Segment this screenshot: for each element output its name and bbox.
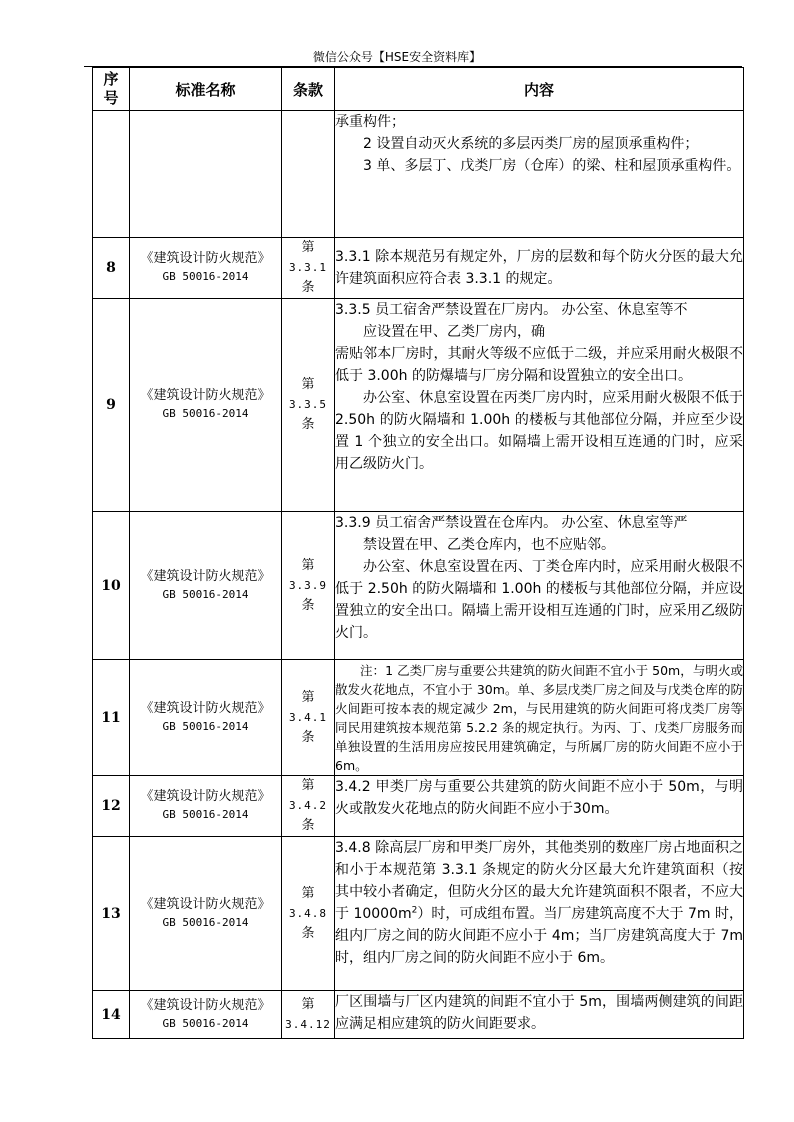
standard-code: GB 50016-2014 — [162, 915, 249, 929]
content-text: ）时，可成组布置。当厂房建筑高度不大于 7m 时，组内厂房之间的防火间距不应小于 4m；当厂房建筑高度大于 7m 时，组内厂房之间的防火间距不应小于 6m。 — [335, 906, 743, 966]
clause-prefix: 第 — [301, 778, 315, 793]
clause-number: 3.4.8 — [288, 906, 328, 920]
table-row — [93, 991, 744, 1039]
standard-name — [130, 238, 282, 299]
content-paragraph: 3.3.9 员工宿舍严禁设置在仓库内。 办公室、休息室等严 — [335, 515, 688, 531]
content-paragraph: 3.3.1 除本规范另有规定外，厂房的层数和每个防火分医的最大允许建筑面积应符合表 3.3.1 的规定。 — [335, 249, 743, 287]
standard-name — [130, 837, 282, 991]
row-number: 14 — [93, 991, 130, 1039]
cell-content — [335, 299, 744, 512]
table-row — [93, 660, 744, 776]
table-row — [93, 512, 744, 660]
cell-content — [335, 837, 744, 991]
clause-prefix: 第 — [301, 689, 315, 705]
clause-number: 3.3.5 — [288, 398, 328, 411]
col-header-num — [93, 68, 130, 111]
standard-code: GB 50016-2014 — [162, 407, 249, 420]
page-header: 微信公众号【HSE安全资料库】 — [312, 50, 482, 64]
clause-prefix: 第 — [301, 377, 315, 392]
clause-prefix: 第 — [301, 885, 315, 901]
cell-name — [130, 111, 282, 238]
clause-cell — [282, 512, 335, 660]
clause-suffix: 条 — [301, 818, 315, 833]
row-number: 10 — [93, 512, 130, 660]
row-number: 13 — [93, 837, 130, 991]
content-paragraph: 3.4.2 甲类厂房与重要公共建筑的防火间距不应小于 50m，与明火或散发火花地点的防火间距不应小于30m。 — [335, 779, 743, 817]
clause-suffix: 条 — [301, 417, 315, 432]
standard-title: 《建筑设计防火规范》 — [140, 700, 271, 716]
standard-name — [130, 512, 282, 660]
clause-cell — [282, 660, 335, 776]
col-header-content: 内容 — [335, 68, 744, 111]
standard-code: GB 50016-2014 — [162, 587, 249, 601]
row-number: 11 — [93, 660, 130, 776]
content-line: 2 设置自动灭火系统的多层丙类厂房的屋顶承重构件； — [363, 136, 699, 152]
table-row — [93, 776, 744, 837]
standard-name — [130, 660, 282, 776]
cell-num — [93, 111, 130, 238]
standard-code: GB 50016-2014 — [162, 270, 249, 283]
content-paragraph: 办公室、休息室设置在丙类厂房内时，应采用耐火极限不低于 2.50h 的防火隔墙和 1.00h 的楼板与其他部位分隔，并应至少设置 1 个独立的安全出口。如隔墙上需开设相互连通的门时，应采用乙级防火门。 — [335, 390, 743, 472]
standard-title: 《建筑设计防火规范》 — [140, 896, 271, 912]
cell-content — [335, 660, 744, 776]
cell-content — [335, 512, 744, 660]
clause-cell — [282, 776, 335, 837]
col-header-name: 标准名称 — [130, 68, 282, 111]
standard-code: GB 50016-2014 — [162, 719, 249, 733]
clause-cell — [282, 991, 335, 1039]
standard-code: GB 50016-2014 — [162, 1016, 249, 1030]
content-paragraph: 注：1 乙类厂房与重要公共建筑的防火间距不宜小于 50m，与明火或散发火花地点，不宜小于 30m。单、多层戊类厂房之间及与戊类仓库的防火间距可按本表的规定减少 2m，与民用建筑的防火间距可将戊类厂房等同民用建筑按本规范第 5.2.2 条的规定执行。为丙、丁、戊类厂房服务而单独设置的生活用房应按民用建筑确定，与所属厂房的防火间距不应小于 6m。 — [335, 663, 743, 773]
content-paragraph: 办公室、休息室设置在丙、丁类仓库内时，应采用耐火极限不低于 2.50h 的防火隔墙和 1.00h 的楼板与其他部位分隔，并应设置独立的安全出口。隔墙上需开设相互连通的门时，应采用乙级防火门。 — [335, 559, 743, 641]
content-paragraph — [335, 837, 743, 969]
clause-suffix: 条 — [301, 925, 315, 941]
table-row-continuation — [93, 111, 744, 238]
row-number: 12 — [93, 776, 130, 837]
content-superscript: 2 — [411, 905, 418, 916]
clause-number: 3.3.1 — [288, 261, 328, 274]
clause-number: 3.3.9 — [288, 578, 328, 592]
clause-prefix: 第 — [301, 557, 315, 573]
row-number: 8 — [93, 238, 130, 299]
standard-code: GB 50016-2014 — [162, 808, 249, 821]
clause-cell — [282, 837, 335, 991]
standard-title: 《建筑设计防火规范》 — [140, 251, 271, 266]
clause-number: 3.4.2 — [288, 799, 328, 812]
table-row — [93, 299, 744, 512]
content-paragraph: 厂区围墙与厂区内建筑的间距不宜小于 5m，围墙两侧建筑的间距应满足相应建筑的防火间距要求。 — [335, 994, 743, 1032]
standard-title: 《建筑设计防火规范》 — [140, 789, 271, 804]
content-paragraph: 3.3.5 员工宿舍严禁设置在厂房内。 办公室、休息室等不 — [335, 302, 688, 318]
clause-prefix: 第 — [301, 240, 315, 255]
clause-prefix: 第 — [301, 996, 315, 1012]
cell-content — [335, 111, 744, 238]
clause-suffix: 条 — [301, 280, 315, 295]
clause-cell — [282, 238, 335, 299]
table-header-row — [93, 68, 744, 111]
content-paragraph: 应设置在甲、乙类厂房内，确 — [363, 324, 545, 340]
content-paragraph: 需贴邻本厂房时，其耐火等级不应低于二级，并应采用耐火极限不低于 3.00h 的防爆墙与厂房分隔和设置独立的安全出口。 — [335, 346, 743, 384]
standard-name — [130, 776, 282, 837]
clause-number: 3.4.1 — [288, 710, 328, 724]
cell-clause — [282, 111, 335, 238]
standards-table — [92, 67, 744, 1039]
clause-suffix: 条 — [301, 729, 315, 745]
standard-title: 《建筑设计防火规范》 — [140, 568, 271, 584]
col-header-num-label: 序 号 — [103, 70, 119, 107]
content-line: 3 单、多层丁、戊类厂房（仓库）的梁、柱和屋顶承重构件。 — [363, 158, 741, 174]
content-text: 3.4.8 除高层厂房和甲类厂房外，其他类别的数座厂房占地面积之和小于本规范第 3.3.1 条规定的防火分区最大允许建筑面积（按其中较小者确定，但防火分区的最大允许建筑面积不限者，不应大于 10000m — [335, 840, 743, 922]
clause-number: 3.4.12 — [285, 1017, 331, 1031]
standard-name — [130, 991, 282, 1039]
cell-content — [335, 991, 744, 1039]
table-row — [93, 837, 744, 991]
row-number: 9 — [93, 299, 130, 512]
clause-cell — [282, 299, 335, 512]
col-header-clause: 条款 — [282, 68, 335, 111]
table-row — [93, 238, 744, 299]
standard-title: 《建筑设计防火规范》 — [140, 388, 271, 403]
cell-content — [335, 776, 744, 837]
standard-name — [130, 299, 282, 512]
content-paragraph: 禁设置在甲、乙类仓库内，也不应贴邻。 — [363, 537, 615, 553]
clause-suffix: 条 — [301, 597, 315, 613]
content-line: 承重构件； — [335, 114, 405, 130]
standard-title: 《建筑设计防火规范》 — [140, 997, 271, 1013]
cell-content — [335, 238, 744, 299]
